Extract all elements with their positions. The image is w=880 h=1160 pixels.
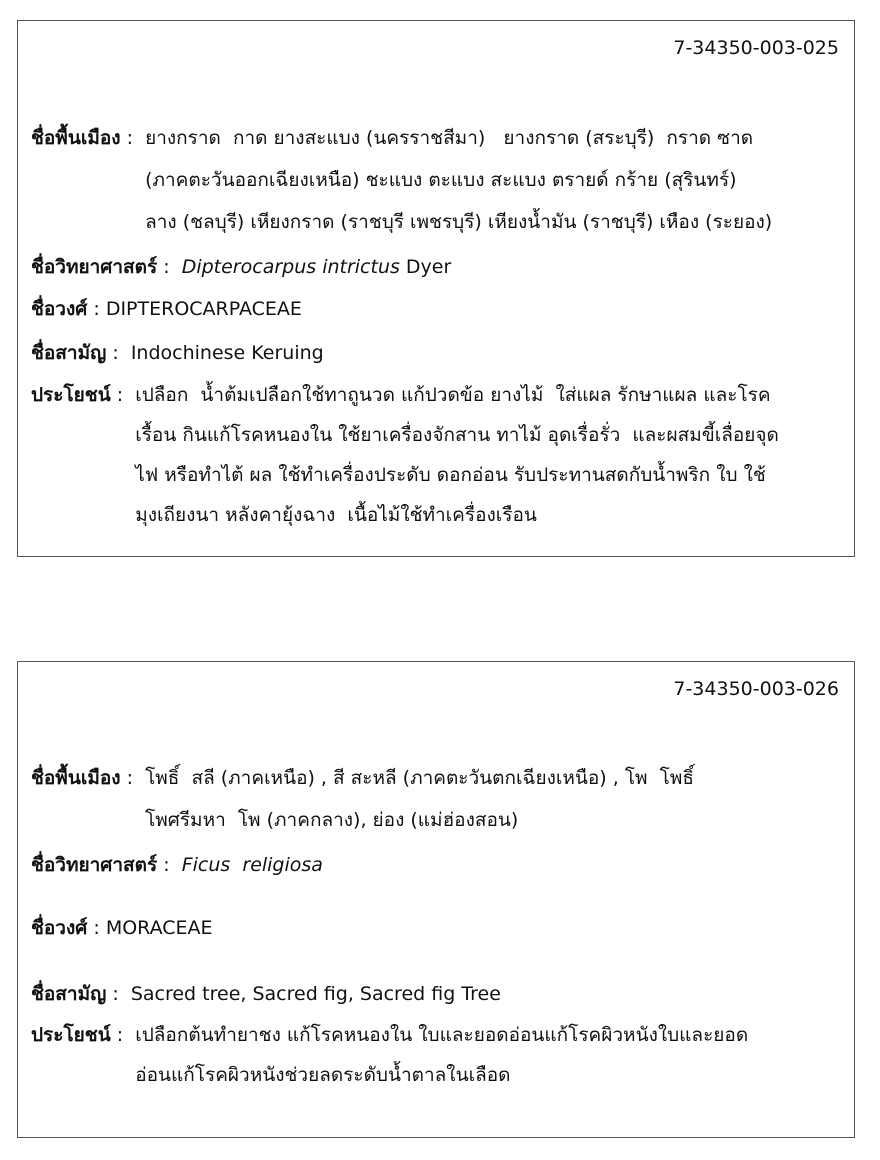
- local-name-row: [31, 757, 842, 841]
- local-name-line: โพศรีมหา โพ (ภาคกลาง), ย่อง (แม่ฮ่องสอน): [145, 809, 519, 831]
- scientific-name-author: Dyer: [399, 256, 452, 278]
- scientific-name-value: Dipterocarpus intrictus: [181, 256, 400, 278]
- uses-line: เปลือก น้ำต้มเปลือกใช้ทาถูนวด แก้ปวดข้อ ยางไม้ ใส่แผล รักษาแผล และโรค: [135, 384, 771, 406]
- specimen-card-2: [17, 661, 855, 1138]
- common-name-label: ชื่อสามัญ: [31, 342, 107, 364]
- specimen-card-1: [17, 20, 855, 557]
- local-name-values: [145, 757, 694, 841]
- separator: :: [157, 854, 182, 876]
- separator: :: [120, 767, 146, 789]
- scientific-name-label: ชื่อวิทยาศาสตร์: [31, 854, 158, 876]
- family-row: [31, 907, 842, 949]
- local-name-label: ชื่อพื้นเมือง: [31, 767, 121, 789]
- local-name-values: [145, 117, 772, 243]
- separator: :: [157, 256, 182, 278]
- common-name-label: ชื่อสามัญ: [31, 983, 107, 1005]
- scientific-name-row: [31, 844, 842, 886]
- separator: :: [87, 298, 106, 320]
- family-label: ชื่อวงศ์: [31, 917, 88, 939]
- uses-line: เรื้อน กินแก้โรคหนองใน ใช้ยาเครื่องจักสาน ทาไม้ อุดเรื่อรั่ว และผสมขี้เลื่อยจุด: [135, 424, 779, 446]
- uses-label: ประโยชน์: [31, 384, 111, 406]
- common-name-row: [31, 332, 842, 374]
- uses-values: [135, 1015, 748, 1095]
- scientific-name-label: ชื่อวิทยาศาสตร์: [31, 256, 158, 278]
- scientific-name-row: [31, 246, 842, 288]
- local-name-label: ชื่อพื้นเมือง: [31, 127, 121, 149]
- scientific-name-value: Ficus religiosa: [181, 854, 323, 876]
- separator: :: [106, 342, 131, 364]
- local-name-line: ยางกราด กาด ยางสะแบง (นครราชสีมา) ยางกราด (สระบุรี) กราด ซาด: [145, 127, 754, 149]
- common-name-row: [31, 973, 842, 1015]
- local-name-line: ลาง (ชลบุรี) เหียงกราด (ราชบุรี เพชรบุรี) เหียงน้ำมัน (ราชบุรี) เหือง (ระยอง): [145, 211, 773, 233]
- separator: :: [106, 983, 131, 1005]
- uses-row: [31, 1015, 842, 1095]
- specimen-code: 7-34350-003-026: [673, 678, 839, 700]
- family-value: DIPTEROCARPACEAE: [105, 298, 302, 320]
- uses-row: [31, 375, 842, 535]
- local-name-row: [31, 117, 842, 243]
- separator: :: [110, 1024, 136, 1046]
- separator: :: [87, 917, 106, 939]
- uses-line: ไฟ หรือทำไต้ ผล ใช้ทำเครื่องประดับ ดอกอ่อน รับประทานสดกับน้ำพริก ใบ ใช้: [135, 464, 766, 486]
- local-name-line: (ภาคตะวันออกเฉียงเหนือ) ชะแบง ตะแบง สะแบง ตรายด์ กร้าย (สุรินทร์): [145, 169, 737, 191]
- uses-line: เปลือกต้นทำยาชง แก้โรคหนองใน ใบและยอดอ่อนแก้โรคผิวหนังใบและยอด: [135, 1024, 749, 1046]
- family-label: ชื่อวงศ์: [31, 298, 88, 320]
- family-row: [31, 288, 842, 330]
- uses-label: ประโยชน์: [31, 1024, 111, 1046]
- common-name-value: Indochinese Keruing: [130, 342, 324, 364]
- uses-line: มุงเถียงนา หลังคายุ้งฉาง เนื้อไม้ใช้ทำเครื่องเรือน: [135, 504, 537, 526]
- separator: :: [110, 384, 136, 406]
- common-name-value: Sacred tree, Sacred fig, Sacred fig Tree: [130, 983, 501, 1005]
- family-value: MORACEAE: [105, 917, 213, 939]
- separator: :: [120, 127, 146, 149]
- uses-line: อ่อนแก้โรคผิวหนังช่วยลดระดับน้ำตาลในเลือด: [135, 1064, 511, 1086]
- specimen-code: 7-34350-003-025: [673, 37, 839, 59]
- local-name-line: โพธิ์ สลี (ภาคเหนือ) , สี สะหลี (ภาคตะวันตกเฉียงเหนือ) , โพ โพธิ์: [145, 767, 694, 789]
- uses-values: [135, 375, 779, 535]
